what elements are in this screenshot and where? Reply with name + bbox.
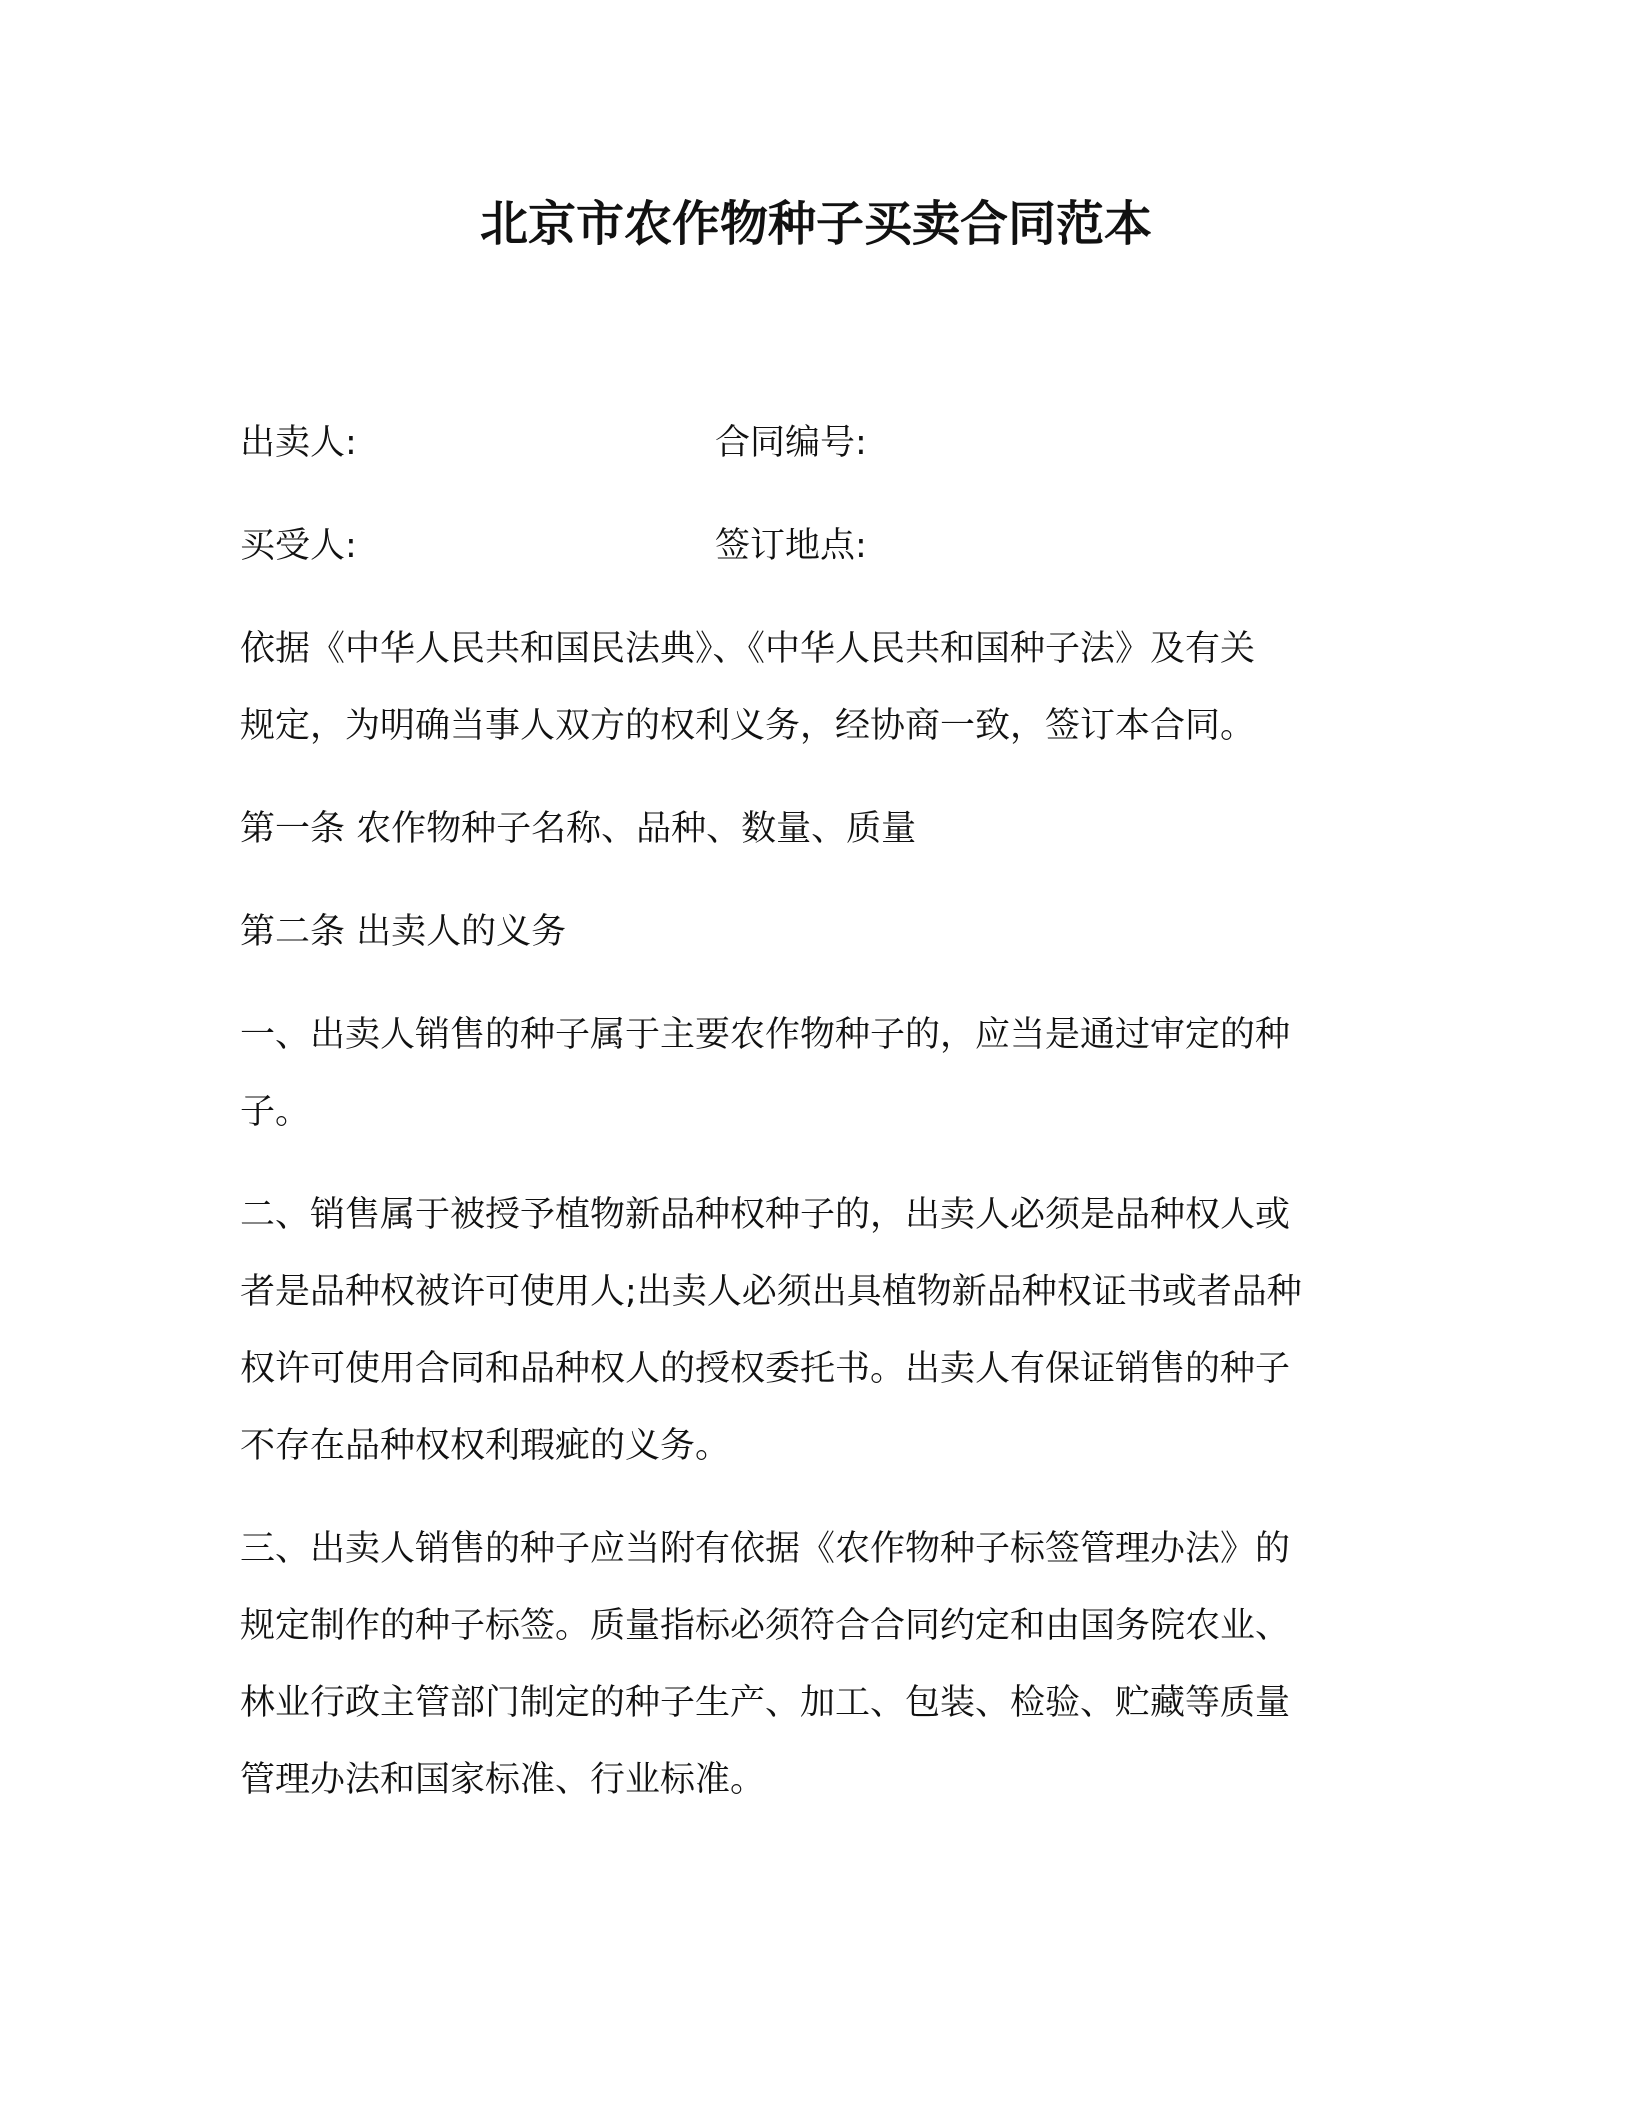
clause-3-line: 规定制作的种子标签。质量指标必须符合合同约定和由国务院农业、 <box>240 1606 1291 1646</box>
article-1-heading: 第一条 农作物种子名称、品种、数量、质量 <box>240 809 917 849</box>
buyer-label: 买受人: <box>240 526 357 566</box>
preamble-line: 规定，为明确当事人双方的权利义务，经协商一致，签订本合同。 <box>240 706 1256 746</box>
clause-2-line: 二、销售属于被授予植物新品种权种子的，出卖人必须是品种权人或 <box>240 1195 1291 1235</box>
clause-3-line: 管理办法和国家标准、行业标准。 <box>240 1760 766 1800</box>
contract-number-label: 合同编号: <box>715 423 867 463</box>
document-title: 北京市农作物种子买卖合同范本 <box>479 196 1152 252</box>
clause-3-line: 三、出卖人销售的种子应当附有依据《农作物种子标签管理办法》的 <box>240 1529 1291 1569</box>
clause-2-line: 者是品种权被许可使用人;出卖人必须出具植物新品种权证书或者品种 <box>240 1272 1302 1312</box>
field-row-seller <box>240 418 1390 468</box>
clause-3-line: 林业行政主管部门制定的种子生产、加工、包装、检验、贮藏等质量 <box>240 1683 1291 1723</box>
clause-1-line: 一、出卖人销售的种子属于主要农作物种子的，应当是通过审定的种 <box>240 1015 1291 1055</box>
seller-label: 出卖人: <box>240 423 357 463</box>
clause-2-line: 权许可使用合同和品种权人的授权委托书。出卖人有保证销售的种子 <box>240 1349 1291 1389</box>
clause-2-line: 不存在品种权权利瑕疵的义务。 <box>240 1426 731 1466</box>
article-2-heading: 第二条 出卖人的义务 <box>240 912 567 952</box>
preamble-line: 依据《中华人民共和国民法典》、《中华人民共和国种子法》及有关 <box>240 629 1256 669</box>
sign-place-label: 签订地点: <box>715 526 867 566</box>
clause-1-line: 子。 <box>240 1092 311 1132</box>
field-row-buyer <box>240 521 1390 571</box>
